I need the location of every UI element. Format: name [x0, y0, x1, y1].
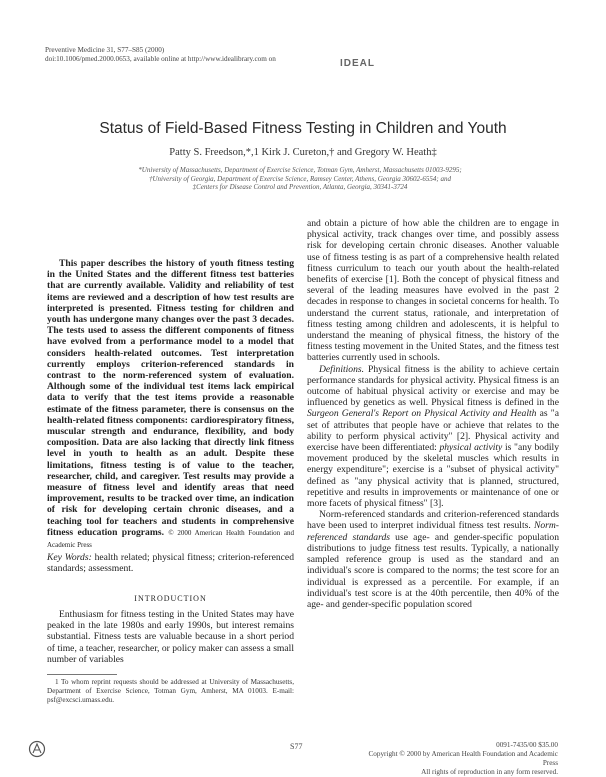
definitions-text-b: as "a set of attributes that people have or achieve that relates to the ability to perform physical activity" [2]. Physical activity and exercise have been differentiated: [307, 408, 559, 454]
norm-text-a: Norm-referenced standards and criterion-referenced standards have been used to interpret individual fitness test results. [307, 509, 559, 532]
journal-header [45, 46, 445, 64]
physical-activity-term: physical activity [439, 442, 503, 454]
ideal-logo: IDEAL [340, 58, 375, 69]
affiliations [60, 166, 540, 192]
affiliation-umass: *University of Massachusetts, Department of Exercise Science, Totman Gym, Amherst, Massachusetts 01003-9295; [138, 166, 462, 174]
copyright-block [368, 741, 558, 777]
report-title: Surgeon General's Report on Physical Activity and Health [307, 408, 537, 420]
publisher-logo-icon [28, 739, 46, 759]
affiliation-georgia: †University of Georgia, Department of Exercise Science, Ramsey Center, Athens, Georgia 30602-6554; and [149, 174, 451, 183]
doi-line: doi:10.1006/pmed.2000.0653, available online at http://www.idealibrary.com on [45, 55, 276, 63]
copyright-line: Copyright © 2000 by American Health Foundation and Academic Press [368, 750, 558, 767]
paragraph-continuation: and obtain a picture of how able the children are to engage in physical activity, track changes over time, and possibly assess risk for developing certain chronic diseases. Another valuable use of fitness testing is as part of a comprehensive health related fitness curriculum to teach our youth about the health-related benefits of exercise [1]. Both the concept of physical fitness and several of the leading measures have evolved in the past 2 decades in response to changes in societal concerns for health. To understand the current status, rationale, and interpretation of fitness testing among children and adolescents, it is helpful to understand the meaning of physical fitness, the history of the fitness testing movement in the United States, and the fitness test batteries currently used in schools. [307, 218, 559, 364]
issn-price: 0091-7435/00 $35.00 [496, 741, 558, 749]
keywords-label: Key Words: [47, 552, 92, 564]
keywords [47, 552, 294, 574]
keywords-text: health related; physical fitness; criterion-referenced standards; assessment. [47, 552, 294, 575]
footnote: 1 To whom reprint requests should be addressed at University of Massachusetts, Department of Exercise Science, Totman Gym, Amherst, MA 01003. E-mail: psf@excsci.umass.edu. [47, 678, 294, 704]
paragraph-norm-referenced [307, 509, 559, 610]
abstract [47, 258, 294, 551]
paragraph-definitions [307, 364, 559, 510]
norm-text-b: use age- and gender-specific population distributions to judge fitness test results. Typically, a nationally sampled reference group is used as the standard and an individual's score is compared to the norms; the test score for an individual is expressed as a percentile. For example, if an individual's test score is at the 40th percentile, then 40% of the age- and gender-specific population scored [307, 531, 559, 610]
author-list: Patty S. Freedson,*,1 Kirk J. Cureton,† and Gregory W. Heath‡ [169, 147, 437, 158]
page-number: S77 [290, 742, 303, 751]
rights-line: All rights of reproduction in any form reserved. [421, 768, 558, 776]
section-heading-introduction: INTRODUCTION [134, 593, 207, 603]
left-column [47, 258, 294, 665]
norm-referenced-term: Norm-referenced standards [307, 520, 559, 543]
definitions-label: Definitions. [319, 363, 365, 375]
abstract-text: This paper describes the history of youth fitness testing in the United States and the different fitness test batteries that are currently available. Validity and reliability of test items are reviewed and a description of how test results are interpreted is presented. Fitness testing for children and youth has undergone many changes over the past 3 decades. The tests used to assess the different components of fitness have evolved from a performance model to a model that considers health-related outcomes. Test interpretation currently employs criterion-referenced standards in contrast to the norm-referenced system of evaluation. Although some of the individual test items lack empirical data to verify that the test items provide a reasonable estimate of the fitness parameter, there is consensus on the health-related fitness components: cardiorespiratory fitness, muscular strength and endurance, flexibility, and body composition. Data are also lacking that directly link fitness level in youth to health as an adult. Despite these limitations, fitness testing is of value to the teacher, researcher, child, and caregiver. Test results may provide a measure of fitness level and identify areas that need improvement, results to be tracked over time, an indication of risk for developing certain chronic diseases, and a teaching tool for teachers and students in comprehensive fitness education programs. [47, 258, 294, 538]
journal-citation: Preventive Medicine 31, S77–S85 (2000) [45, 46, 165, 54]
affiliation-cdc: ‡Centers for Disease Control and Prevention, Atlanta, Georgia, 30341-3724 [192, 183, 408, 192]
definitions-text-c: is "any bodily movement produced by the skeletal muscles which results in energy expenditure"; exercise is a "subset of physical activity" defined as "any physical activity that is planned, structured, repetitive and results in improvements or maintenance of one or more facets of physical fitness" [3]. [307, 442, 560, 510]
right-column [307, 218, 559, 610]
abstract-copyright: © 2000 American Health Foundation and Academic Press [47, 528, 294, 550]
definitions-text-a: Physical fitness is the ability to achieve certain performance standards for physical activity. Physical fitness is an outcome of habitual physical activity or exercise and may be influenced by genetics as well. Physical fitness is defined in the [307, 363, 559, 409]
intro-paragraph: Enthusiasm for fitness testing in the United States may have peaked in the late 1980s and early 1990s, but interest remains substantial. Fitness tests are valuable because in a short period of time, a teacher, researcher, or policy maker can assess a small number of variables [47, 608, 294, 665]
paper-title: Status of Field-Based Fitness Testing in Children and Youth [99, 120, 507, 137]
footnote-rule [47, 674, 117, 675]
